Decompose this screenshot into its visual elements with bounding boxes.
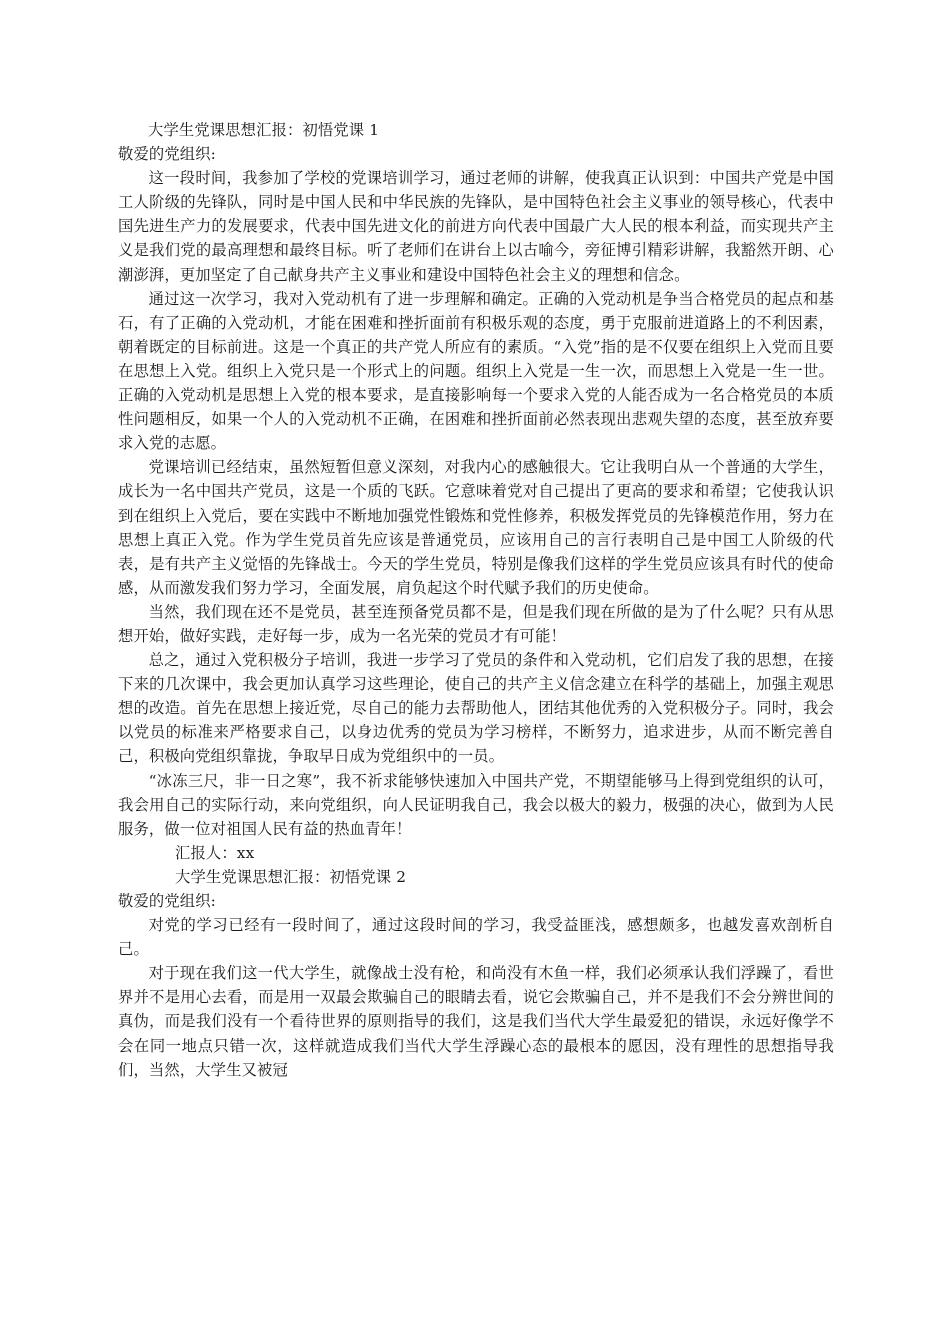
report-1-paragraph: 当然，我们现在还不是党员，甚至连预备党员都不是，但是我们现在所做的是为了什么呢？只有从思想开始，做好实践，走好每一步，成为一名光荣的党员才有可能！ — [118, 602, 834, 645]
report-2-salutation: 敬爱的党组织: — [118, 892, 216, 910]
report-1-reporter: 汇报人：xx — [175, 843, 255, 862]
report-1-salutation: 敬爱的党组织: — [118, 145, 216, 164]
report-1-title: 大学生党课思想汇报：初悟党课 1 — [148, 121, 380, 139]
document-body — [118, 118, 834, 1082]
report-1-paragraph: “冰冻三尺，非一日之寒”，我不祈求能够快速加入中国共产党，不期望能够马上得到党组织的认可，我会用自己的实际行动，来向党组织，向人民证明我自己，我会以极大的毅力，极强的决心，做到为人民服务，做一位对祖国人民有益的热血青年！ — [118, 771, 834, 838]
report-2-title: 大学生党课思想汇报：初悟党课 2 — [175, 867, 407, 886]
report-1-paragraph: 党课培训已经结束，虽然短暂但意义深刻，对我内心的感触很大。它让我明白从一个普通的大学生，成长为一名中国共产党员，这是一个质的飞跃。它意味着党对自己提出了更高的要求和希望；它使我认识到在组织上入党后，要在实践中不断地加强党性锻炼和党性修养，积极发挥党员的先锋模范作用，努力在思想上真正入党。作为学生党员首先应该是普通党员，应该用自己的言行表明自己是中国工人阶级的代表，是有共产主义觉悟的先锋战士。今天的学生党员，特别是像我们这样的学生党员应该具有时代的使命感，从而激发我们努力学习，全面发展，肩负起这个时代赋予我们的历史使命。 — [118, 458, 834, 597]
report-1-paragraph: 通过这一次学习，我对入党动机有了进一步理解和确定。正确的入党动机是争当合格党员的起点和基石，有了正确的入党动机，才能在困难和挫折面前有积极乐观的态度，勇于克服前进道路上的不利因素，朝着既定的目标前进。这是一个真正的共产党人所应有的素质。“入党”指的是不仅要在组织上入党而且要在思想上入党。组织上入党只是一个形式上的问题。组织上入党是一生一次，而思想上入党是一生一世。正确的入党动机是思想上入党的根本要求，是直接影响每一个要求入党的人能否成为一名合格党员的本质性问题相反，如果一个人的入党动机不正确，在困难和挫折面前必然表现出悲观失望的态度，甚至放弃要求入党的志愿。 — [118, 289, 834, 453]
report-2-paragraph: 对于现在我们这一代大学生，就像战士没有枪，和尚没有木鱼一样，我们必须承认我们浮躁了，看世界并不是用心去看，而是用一双最会欺骗自己的眼睛去看，说它会欺骗自己，并不是我们不会分辨世间的真伪，而是我们没有一个看待世界的原则指导的我们，这是我们当代大学生最爱犯的错误，永远好像学不会在同一地点只错一次，这样就造成我们当代大学生浮躁心态的最根本的愿因，没有理性的思想指导我们，当然，大学生又被冠 — [118, 964, 834, 1079]
report-1 — [118, 118, 834, 865]
report-2-paragraph: 对党的学习已经有一段时间了，通过这段时间的学习，我受益匪浅，感想颇多，也越发喜欢剖析自己。 — [118, 916, 834, 959]
report-2 — [118, 865, 834, 1082]
report-1-paragraph: 这一段时间，我参加了学校的党课培训学习，通过老师的讲解，使我真正认识到：中国共产党是中国工人阶级的先锋队，同时是中国人民和中华民族的先锋队，是中国特色社会主义事业的领导核心，代表中国先进生产力的发展要求，代表中国先进文化的前进方向代表中国最广大人民的根本利益，而实现共产主义是我们党的最高理想和最终目标。听了老师们在讲台上以古喻今，旁征博引精彩讲解，我豁然开朗、心潮澎湃，更加坚定了自己献身共产主义事业和建设中国特色社会主义的理想和信念。 — [118, 169, 834, 284]
report-1-paragraph: 总之，通过入党积极分子培训，我进一步学习了党员的条件和入党动机，它们启发了我的思想，在接下来的几次课中，我会更加认真学习这些理论，使自己的共产主义信念建立在科学的基础上，加强主观思想的改造。首先在思想上接近党，尽自己的能力去帮助他人，团结其他优秀的入党积极分子。同时，我会以党员的标准来严格要求自己，以身边优秀的党员为学习榜样，不断努力，追求进步，从而不断完善自己，积极向党组织靠拢，争取早日成为党组织中的一员。 — [118, 651, 834, 766]
